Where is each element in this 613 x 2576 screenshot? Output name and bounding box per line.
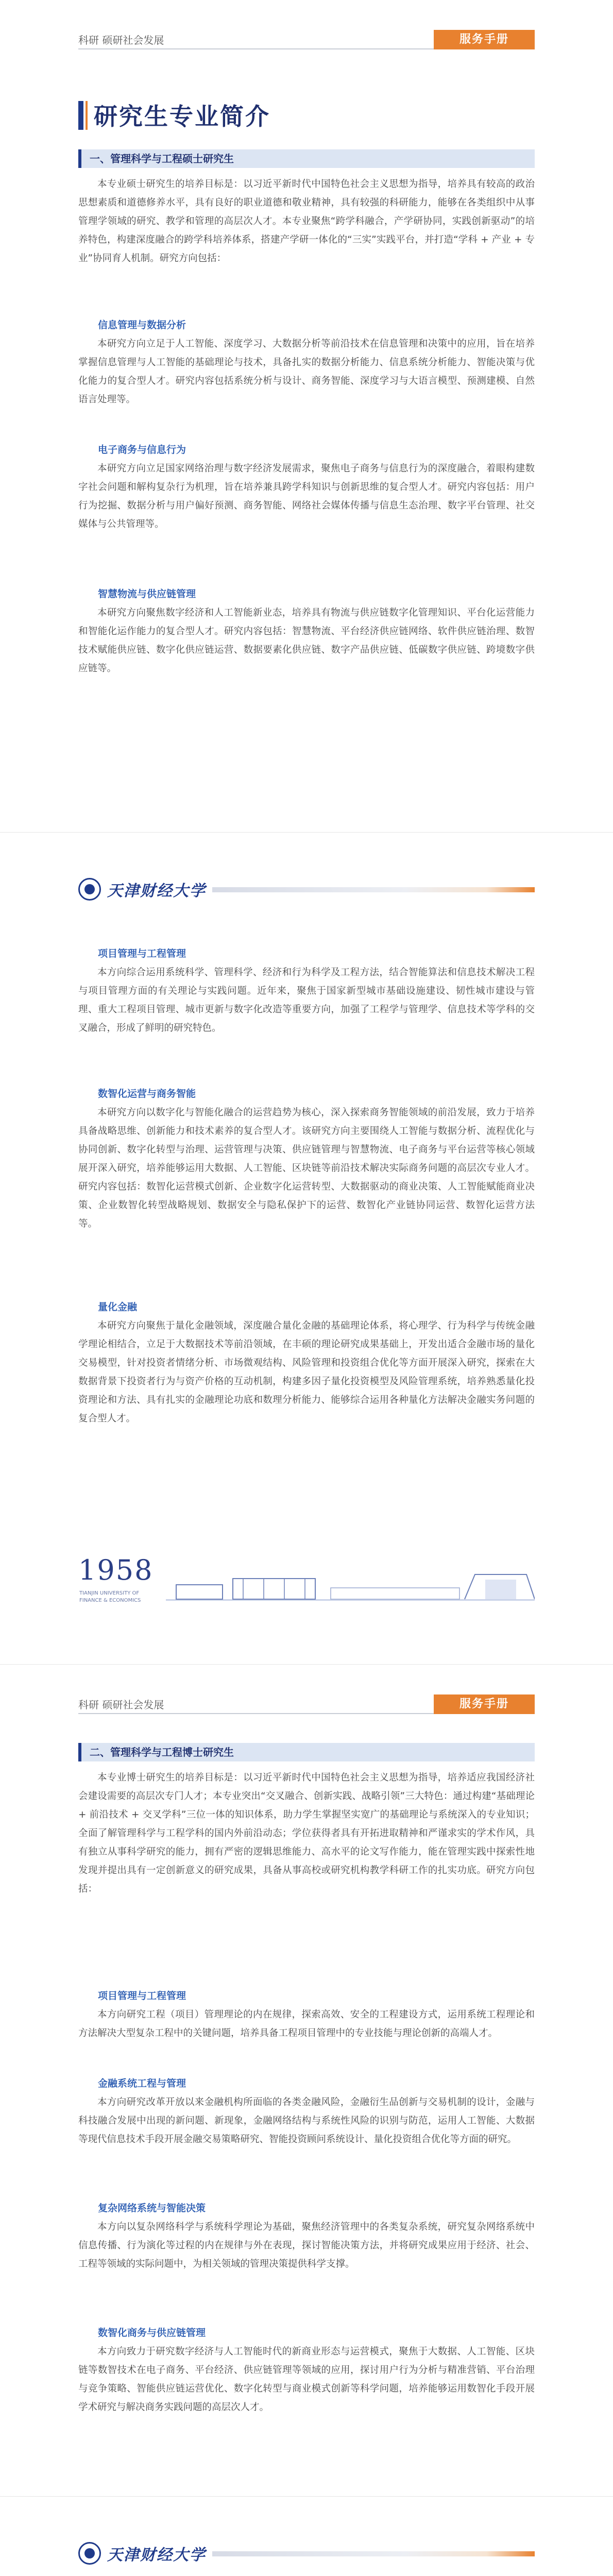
header-left-text: 科研 硕研社会发展: [78, 34, 164, 46]
direction-body: 本方向以复杂网络科学与系统科学理论为基础，聚焦经济管理中的各类复杂系统，研究复杂网络系统中信息传播、行为演化等过程的内在规律与外在表现，探讨智能决策方法，并将研究成果应用于经济、社会、工程等领域的实际问题中，为相关领域的管理决策提供科学支撑。: [78, 2222, 535, 2269]
page-title: 研究生专业简介: [94, 103, 270, 130]
header-divider: [78, 48, 434, 49]
direction-title: 数智化商务与供应链管理: [98, 2327, 206, 2338]
direction-title: 智慧物流与供应链管理: [98, 588, 196, 600]
university-logo-row: [78, 874, 535, 905]
section-intro-doctoral: 本专业博士研究生的培养目标是：以习近平新时代中国特色社会主义思想为指导，培养适应我国经济社会建设需要的高层次专门人才；本专业突出“交叉融合、创新实践、战略引领”三大特色：通过构建“基础理论 + 前沿技术 + 交叉学科”三位一体的知识体系，助力学生掌握坚实宽广的基础理论与系统深入的专业知识；全面了解管理科学与工程学科的国内外前沿动态；学位获得者具有开拓进取精神和严谨求实的学术作风，具有独立从事科学研究的能力，拥有严密的逻辑思维能力、高水平的论文写作能力，能在管理实践中探索性地发现并提出具有一定创新意义的研究成果，具备从事高校或研究机构教学科研工作的扎实功底。研究方向包括：: [78, 1772, 535, 1894]
page-2: [0, 832, 613, 1664]
title-accent-bar-orange: [86, 101, 88, 130]
page-4: [0, 2496, 613, 2576]
direction-title: 金融系统工程与管理: [98, 2078, 186, 2089]
direction-title: 复杂网络系统与智能决策: [98, 2202, 206, 2214]
direction-body: 本研究方向以数字化与智能化融合的运营趋势为核心，深入探索商务智能领域的前沿发展，致力于培养具备战略思维、创新能力和技术素养的复合型人才。该研究方向主要围绕人工智能与数据分析、流程优化与协同创新、数字化转型与治理、运营管理与决策、供应链管理与智慧物流、电子商务与平台运营等核心领域展开深入研究，培养能够运用大数据、人工智能、区块链等前沿技术解决实际商务问题的高层次专业人才。研究内容包括：数智化运营模式创新、企业数字化运营转型、大数据驱动的商业决策、人工智能赋能商业决策、企业数智化转型战略规划、数据安全与隐私保护下的运营、数智化产业链协同运营、数智化运营方法等。: [78, 1107, 535, 1229]
page-header: [0, 1665, 613, 1714]
direction-body: 本方向致力于研究数字经济与人工智能时代的新商业形态与运营模式，聚焦于大数据、人工智能、区块链等数智技术在电子商务、平台经济、供应链管理等领域的应用，探讨用户行为分析与精准营销、平台治理与竞争策略、智能供应链运营优化、数字化转型与商业模式创新等科学问题，培养能够运用数智化手段开展学术研究与解决商务实践问题的高层次人才。: [78, 2346, 535, 2413]
footer-art: [78, 1554, 535, 1621]
section-heading-master: 一、管理科学与工程硕士研究生: [78, 149, 535, 168]
direction-body: 本方向研究工程（项目）管理理论的内在规律，探索高效、安全的工程建设方式，运用系统工程理论和方法解决大型复杂工程中的关键问题，培养具备工程项目管理中的专业技能与理论创新的高端人才。: [78, 2009, 535, 2039]
header-tag-badge: 服务手册: [434, 30, 535, 49]
university-seal-icon: [78, 2542, 101, 2565]
logo-decor-band: [212, 887, 535, 892]
direction-body: 本方向研究改革开放以来金融机构所面临的各类金融风险，金融衍生品创新与交易机制的设计，金融与科技融合发展中出现的新问题、新现象，金融网络结构与系统性风险的识别与防范，运用人工智能、大数据等现代信息技术手段开展金融交易策略研究、智能投资顾问系统设计、量化投资组合优化等方面的研究。: [78, 2097, 535, 2145]
direction-body: 本方向综合运用系统科学、管理科学、经济和行为科学及工程方法，结合智能算法和信息技术解决工程与项目管理方面的有关理论与实践问题。近年来，聚焦于国家新型城市基础设施建设、韧性城市建设与管理、重大工程项目管理、城市更新与数字化改造等重要方向，加强了工程学与管理学、信息技术等学科的交叉融合，形成了鲜明的研究特色。: [78, 967, 535, 1033]
direction-body: 本研究方向立足国家网络治理与数字经济发展需求，聚焦电子商务与信息行为的深度融合，着眼构建数字社会问题和解构复杂行为机理，旨在培养兼具跨学科知识与创新思维的复合型人才。研究内容包括：用户行为挖掘、数据分析与用户偏好预测、商务智能、网络社会媒体传播与信息生态治理、数字平台管理、社交媒体与公共管理等。: [78, 463, 535, 530]
direction-title: 项目管理与工程管理: [98, 1990, 186, 2002]
direction-body: 本研究方向立足于人工智能、深度学习、大数据分析等前沿技术在信息管理和决策中的应用，旨在培养掌握信息管理与人工智能的基础理论与技术，具备扎实的数据分析能力、信息系统分析能力、智能决策与优化能力的复合型人才。研究内容包括系统分析与设计、商务智能、深度学习与大语言模型、预测建模、自然语言处理等。: [78, 338, 535, 405]
campus-building-illustration: [166, 1564, 535, 1616]
header-divider: [78, 1713, 434, 1714]
direction-title: 信息管理与数据分析: [98, 319, 186, 331]
direction-title: 项目管理与工程管理: [98, 948, 186, 959]
university-name: 天津财经大学: [107, 882, 206, 900]
header-left-text: 科研 硕研社会发展: [78, 1699, 164, 1711]
university-name: 天津财经大学: [107, 2546, 206, 2564]
direction-body: 本研究方向聚焦于量化金融领域，深度融合量化金融的基础理论体系，将心理学、行为科学与传统金融学理论相结合，立足于大数据技术等前沿领域，在丰硕的理论研究成果基础上，开发出适合金融市场的量化交易模型，针对投资者情绪分析、市场微观结构、风险管理和投资组合优化等方面开展深入研究，探索在大数据背景下投资者行为与资产价格的互动机制，构建多因子量化投资模型及风险管理系统，培养熟悉量化投资理论和方法、具有扎实的金融理论功底和数理分析能力、能够综合运用各种量化方法解决金融实务问题的复合型人才。: [78, 1320, 535, 1424]
page-3: [0, 1664, 613, 2496]
title-accent-bar: [78, 101, 83, 130]
header-tag-badge: 服务手册: [434, 1694, 535, 1714]
direction-body: 本研究方向聚焦数字经济和人工智能新业态，培养具有物流与供应链数字化管理知识、平台化运营能力和智能化运作能力的复合型人才。研究内容包括：智慧物流、平台经济供应链网络、软件供应链治理、数智技术赋能供应链、数字化供应链运营、数据要素化供应链、数字产品供应链、低碳数字供应链、跨境数字供应链等。: [78, 607, 535, 674]
page-header: [0, 0, 613, 49]
logo-decor-band: [212, 2551, 535, 2556]
page-1: [0, 0, 613, 832]
footer-year: 1958: [78, 1554, 154, 1586]
section-heading-doctoral: 二、管理科学与工程博士研究生: [78, 1743, 535, 1761]
university-seal-icon: [78, 878, 101, 901]
direction-title: 电子商务与信息行为: [98, 444, 186, 455]
direction-title: 数智化运营与商务智能: [98, 1088, 196, 1099]
section-intro-master: 本专业硕士研究生的培养目标是：以习近平新时代中国特色社会主义思想为指导，培养具有较高的政治思想素质和道德修养水平，具有良好的职业道德和敬业精神，具有较强的科研能力，能够在各类组织中从事管理学领域的研究、教学和管理的高层次人才。本专业聚焦“跨学科融合，产学研协同，实践创新驱动”的培养特色，构建深度融合的跨学科培养体系，搭建产学研一体化的“三实”实践平台，并打造“学科 + 产业 + 专业”协同育人机制。研究方向包括：: [78, 179, 535, 264]
university-logo-row: [78, 2538, 535, 2569]
footer-caption: TIANJIN UNIVERSITY OF FINANCE & ECONOMICS: [79, 1590, 141, 1603]
direction-title: 量化金融: [98, 1301, 138, 1313]
